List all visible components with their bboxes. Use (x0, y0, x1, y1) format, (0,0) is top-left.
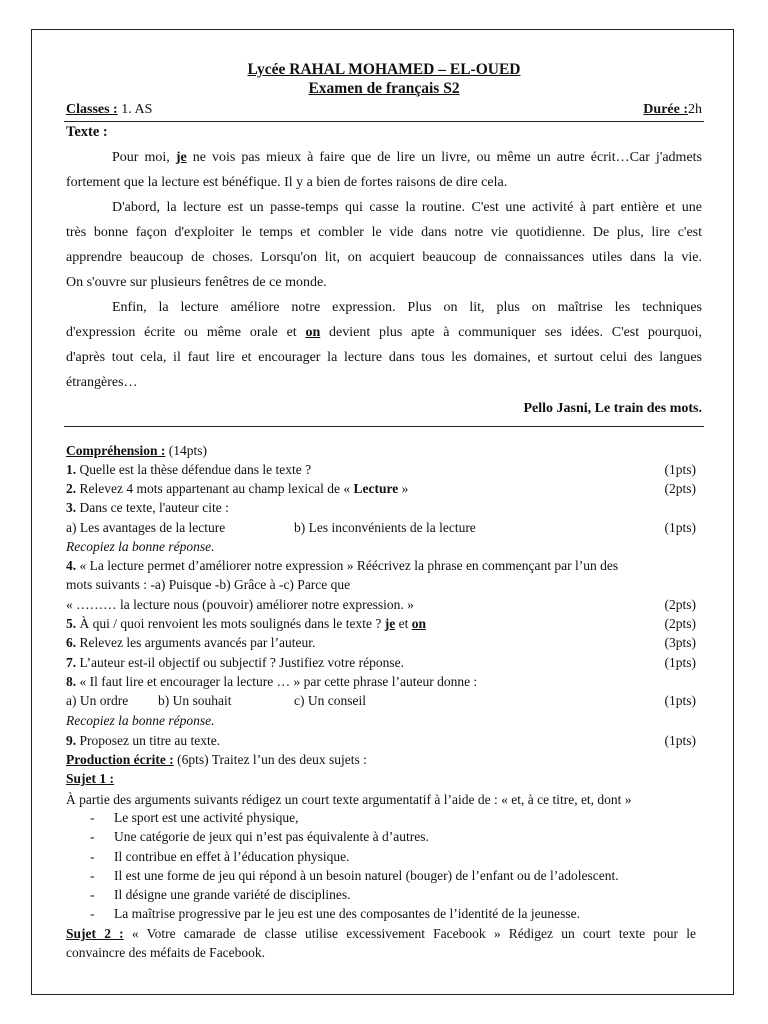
text-line: apprendre beaucoup de choses. Lorsqu'on lit, on acquiert beaucoup de connaissances utiles dans la vie. (66, 250, 702, 265)
comprehension-heading: Compréhension : (14pts) (66, 443, 208, 458)
sujet-1-instructions: À partie des arguments suivants rédigez un court texte argumentatif à l’aide de : « et, à ce titre, et, dont » (66, 792, 632, 807)
text-line: d'après tout cela, il faut lire et encourager la lecture dans tous les domaines, et surtout celui des langues (66, 350, 702, 365)
question-3: 3. Dans ce texte, l'auteur cite : (66, 500, 229, 515)
text-source: Pello Jasni, Le train des mots. (523, 401, 702, 416)
question-5: 5. À qui / quoi renvoient les mots soulignés dans le texte ? je et on (2pts) (66, 616, 696, 631)
text-line: très bonne façon d'exploiter le temps et combler le vide dans notre vie quotidienne. De plus, lire c'est (66, 225, 702, 240)
text-divider (64, 426, 704, 427)
exam-title: Examen de français S2 (308, 80, 460, 97)
question-4-choices: mots suivants : -a) Puisque -b) Grâce à -c) Parce que (66, 577, 351, 592)
question-7: 7. L’auteur est-il objectif ou subjectif ? Justifiez votre réponse. (1pts) (66, 655, 696, 670)
texte-label: Texte : (66, 124, 108, 140)
classes-info: Classes : 1. AS (66, 102, 153, 117)
question-2: 2. Relevez 4 mots appartenant au champ lexical de « Lecture » (2pts) (66, 481, 696, 496)
text-line: Pour moi, je ne vois pas mieux à faire que de lire un livre, ou même un autre écrit…Car j'admets (112, 150, 702, 165)
question-4-sentence: « ……… la lecture nous (pouvoir) améliorer notre expression. » (2pts) (66, 597, 696, 612)
question-8-options: a) Un ordre b) Un souhait c) Un conseil (1pts) (66, 693, 696, 708)
sujet-2-continued: convaincre des méfaits de Facebook. (66, 945, 266, 960)
question-9: 9. Proposez un titre au texte. (1pts) (66, 733, 696, 748)
production-heading: Production écrite : (6pts) Traitez l’un des deux sujets : (66, 752, 367, 767)
question-3-options: a) Les avantages de la lecture b) Les inconvénients de la lecture (1pts) (66, 520, 696, 535)
text-line: étrangères… (66, 375, 138, 390)
text-line: On s'ouvre sur plusieurs fenêtres de ce monde. (66, 275, 327, 290)
sujet-1-label: Sujet 1 : (66, 771, 114, 786)
text-line: d'expression écrite ou même orale et on devient plus apte à communiquer ses idées. C'est pourquoi, (66, 325, 702, 340)
question-3-note: Recopiez la bonne réponse. (66, 539, 215, 554)
question-6: 6. Relevez les arguments avancés par l’auteur. (3pts) (66, 635, 696, 650)
sujet-2: Sujet 2 : « Votre camarade de classe utilise excessivement Facebook » Rédigez un court texte pour le (66, 926, 696, 941)
school-title: Lycée RAHAL MOHAMED – EL-OUED (247, 61, 521, 78)
question-1: 1. Quelle est la thèse défendue dans le texte ? (1pts) (66, 462, 696, 477)
duration-info: Durée :2h (643, 102, 702, 117)
question-8: 8. « Il faut lire et encourager la lecture … » par cette phrase l’auteur donne : (66, 674, 478, 689)
text-line: Enfin, la lecture améliore notre expression. Plus on lit, plus on maîtrise les techniques (112, 300, 702, 315)
question-4: 4. « La lecture permet d’améliorer notre expression » Réécrivez la phrase en commençant par l’un des (66, 558, 619, 573)
text-line: fortement que la lecture est bénéfique. Il y a bien de fortes raisons de dire cela. (66, 175, 508, 190)
text-line: D'abord, la lecture est un passe-temps qui casse la routine. C'est une activité à part entière et une (112, 200, 702, 215)
question-8-note: Recopiez la bonne réponse. (66, 713, 215, 728)
header-divider (64, 121, 704, 122)
